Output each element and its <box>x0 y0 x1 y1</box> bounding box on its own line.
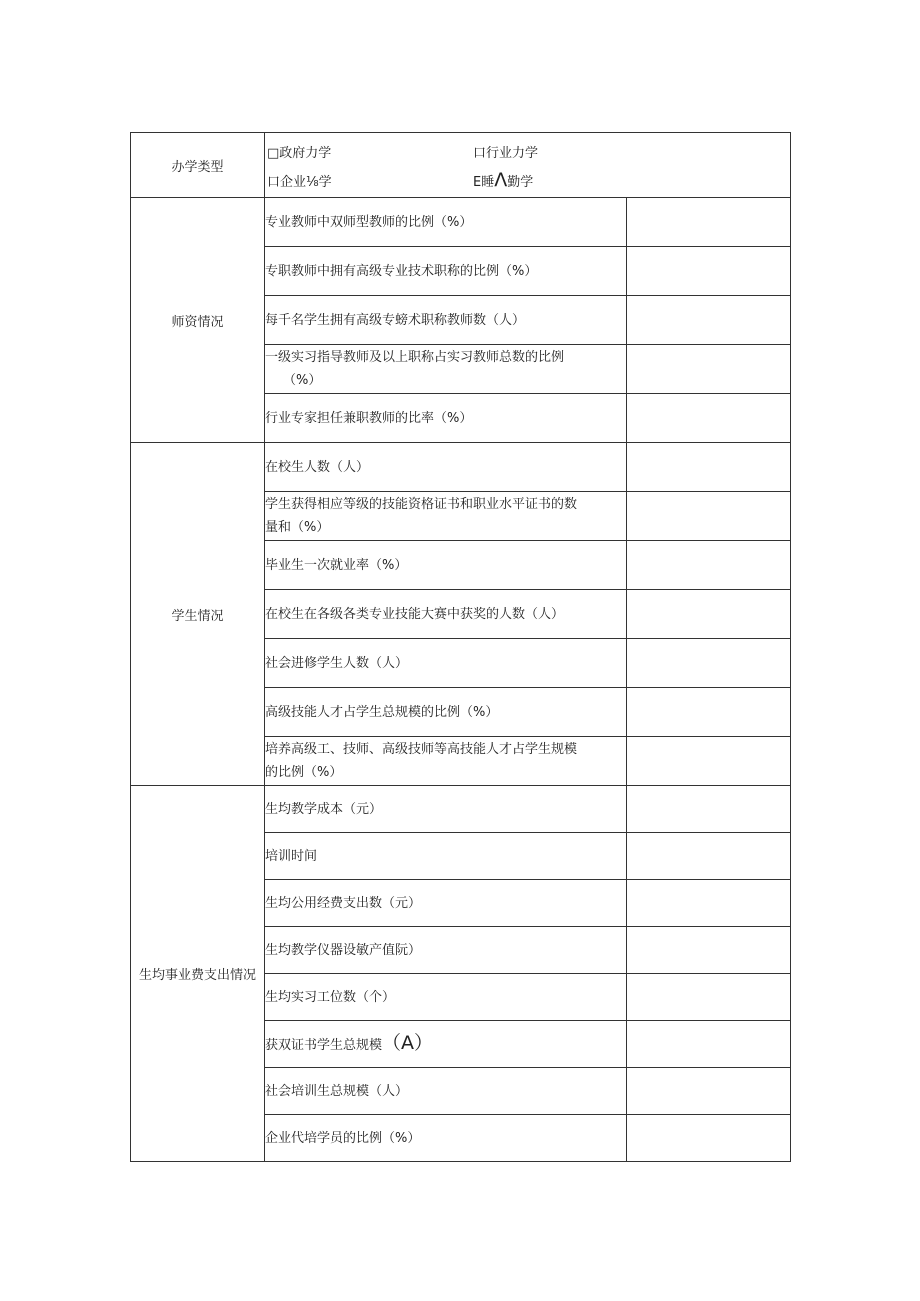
value-cell[interactable] <box>627 833 791 880</box>
school-type-options <box>265 133 791 198</box>
item-label: 培训时间 <box>265 833 627 880</box>
value-cell[interactable] <box>627 345 791 394</box>
value-cell[interactable] <box>627 639 791 688</box>
item-label: 生均教学仪器设敏产值阮） <box>265 927 627 974</box>
item-label-line1: 一级实习指导教师及以上职称占实习教师总数的比例 <box>265 350 565 365</box>
checkbox-enterprise-run[interactable]: 口企业⅛学 <box>267 175 332 190</box>
table-row <box>131 198 791 247</box>
item-label-text: 获双证书学生总规模 <box>265 1037 383 1053</box>
item-label-line2: 量和（%） <box>265 520 330 535</box>
item-label: 在校生在各级各类专业技能大赛中获奖的人数（人） <box>265 590 627 639</box>
option-other-part3: 勤学 <box>507 175 534 190</box>
item-label <box>265 492 627 541</box>
section-label-expenditure: 生均事业费支出情况 <box>131 786 265 1162</box>
table-row <box>131 443 791 492</box>
item-label-line2: （%） <box>283 373 322 388</box>
value-cell[interactable] <box>627 296 791 345</box>
item-label: 企业代培学员的比例（%） <box>265 1115 627 1162</box>
item-label: 生均教学成本（元） <box>265 786 627 833</box>
item-label: 行业专家担任兼职教师的比率（%） <box>265 394 627 443</box>
value-cell[interactable] <box>627 1115 791 1162</box>
section-label-students: 学生情况 <box>131 443 265 786</box>
value-cell[interactable] <box>627 688 791 737</box>
item-label: 高级技能人才占学生总规模的比例（%） <box>265 688 627 737</box>
item-label: 社会进修学生人数（人） <box>265 639 627 688</box>
item-label <box>265 345 627 394</box>
value-cell[interactable] <box>627 1021 791 1068</box>
item-label: 专业教师中双师型教师的比例（%） <box>265 198 627 247</box>
item-label: 社会培训生总规模（人） <box>265 1068 627 1115</box>
value-cell[interactable] <box>627 247 791 296</box>
section-label-faculty: 师资情况 <box>131 198 265 443</box>
value-cell[interactable] <box>627 786 791 833</box>
table-row <box>131 786 791 833</box>
option-other-part1: E睡 <box>473 175 495 190</box>
value-cell[interactable] <box>627 974 791 1021</box>
item-label: 生均实习工位数（个） <box>265 974 627 1021</box>
value-cell[interactable] <box>627 880 791 927</box>
option-other-part2: Λ <box>494 169 508 191</box>
value-cell[interactable] <box>627 1068 791 1115</box>
item-label-unit: （A） <box>382 1031 434 1054</box>
value-cell[interactable] <box>627 492 791 541</box>
value-cell[interactable] <box>627 198 791 247</box>
item-label-line1: 培养高级工、技师、高级技师等高技能人才占学生规模 <box>265 742 578 757</box>
item-label: 在校生人数（人） <box>265 443 627 492</box>
checkbox-government-run[interactable]: □政府力学 <box>267 146 332 161</box>
item-label-line1: 学生获得相应等级的技能资格证书和职业水平证书的数 <box>265 497 578 512</box>
item-label <box>265 1021 627 1068</box>
school-type-row <box>131 133 791 198</box>
item-label: 生均公用经费支出数（元） <box>265 880 627 927</box>
value-cell[interactable] <box>627 394 791 443</box>
item-label: 专职教师中拥有高级专业技术职称的比例（%） <box>265 247 627 296</box>
value-cell[interactable] <box>627 541 791 590</box>
item-label <box>265 737 627 786</box>
item-label-line2: 的比例（%） <box>265 765 343 780</box>
school-type-label: 办学类型 <box>131 133 265 198</box>
value-cell[interactable] <box>627 927 791 974</box>
checkbox-other-run[interactable] <box>473 169 533 191</box>
value-cell[interactable] <box>627 737 791 786</box>
school-info-form <box>130 132 791 1162</box>
checkbox-industry-run[interactable]: 口行业力学 <box>473 146 539 161</box>
item-label: 毕业生一次就业率（%） <box>265 541 627 590</box>
value-cell[interactable] <box>627 590 791 639</box>
value-cell[interactable] <box>627 443 791 492</box>
item-label: 每千名学生拥有高级专螃术职称教师数（人） <box>265 296 627 345</box>
